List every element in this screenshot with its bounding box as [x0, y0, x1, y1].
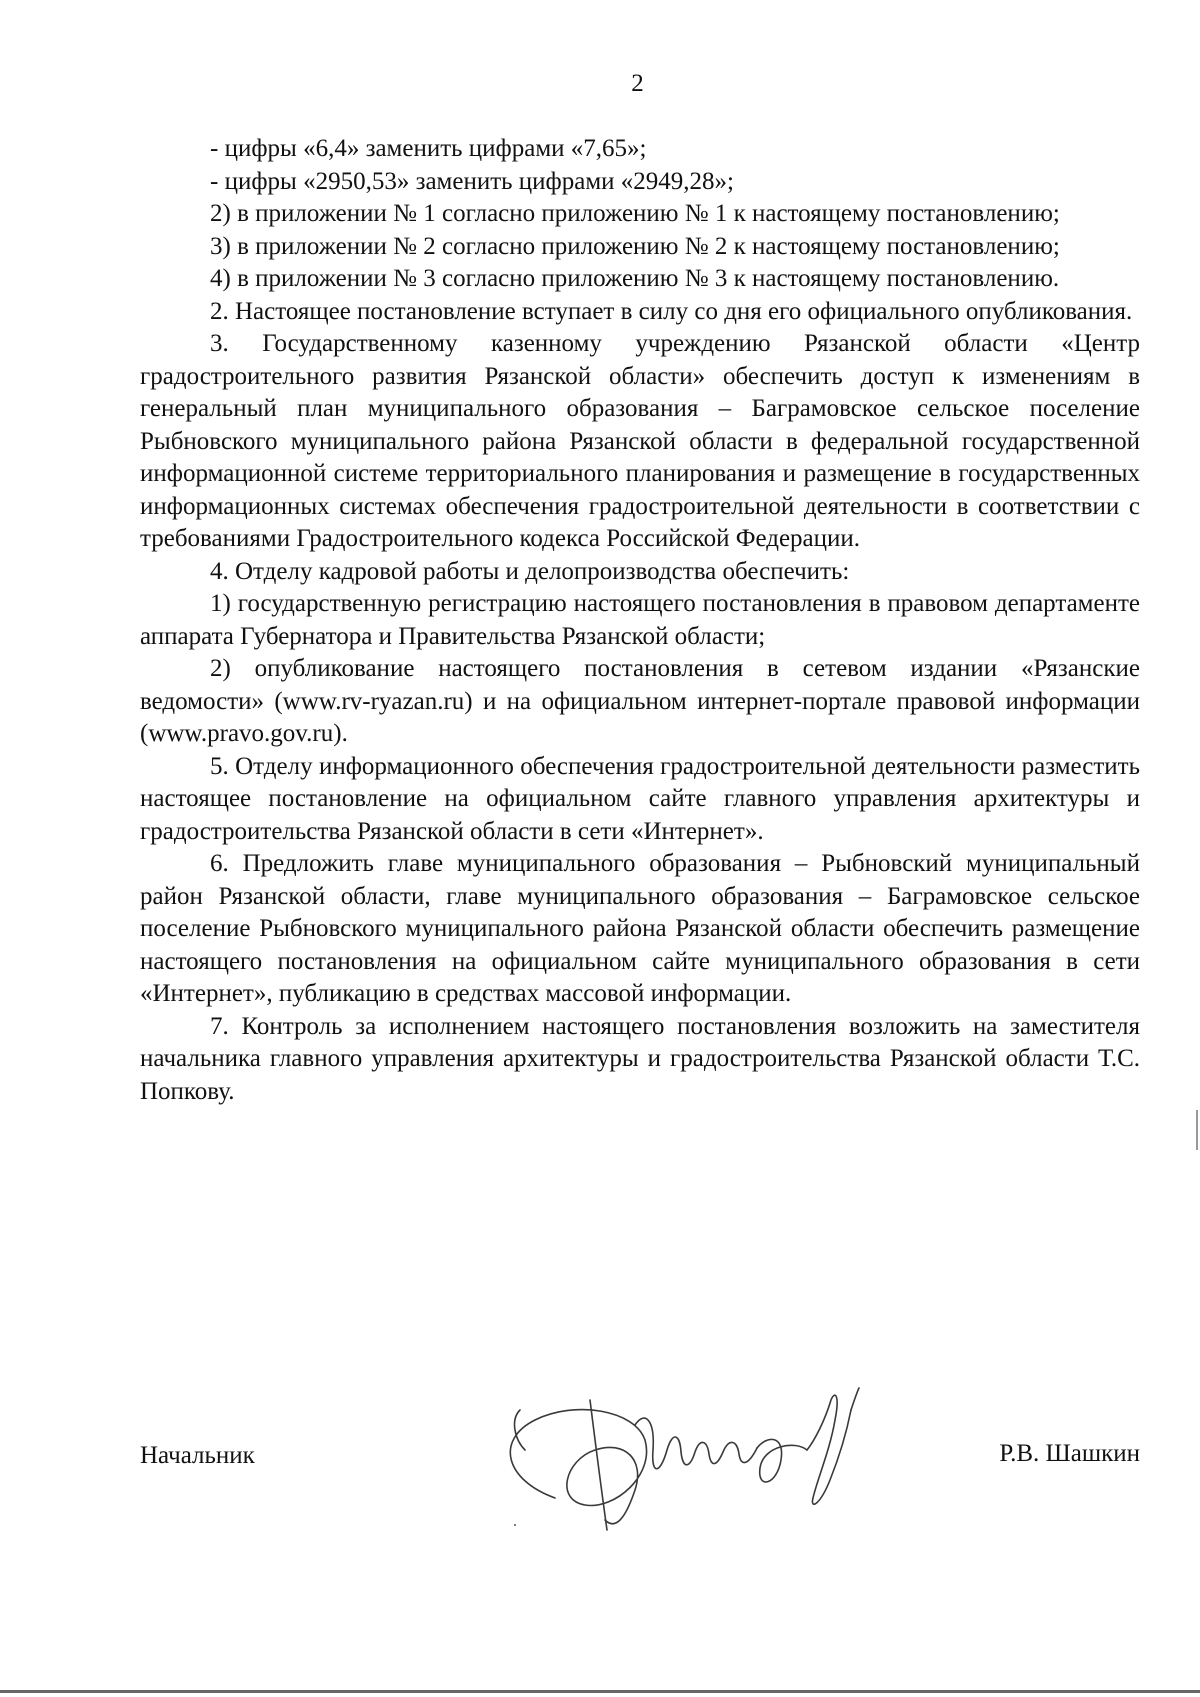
signatory-title: Начальник — [140, 1442, 255, 1469]
page-bottom-edge — [0, 1690, 1200, 1693]
signatory-name: Р.В. Шашкин — [999, 1440, 1140, 1467]
paragraph-appendix-2: 3) в приложении № 2 согласно приложению № 2 к настоящему постановлению; — [210, 232, 1060, 260]
paragraph-item-7: 7. Контроль за исполнением настоящего постановления возложить на заместителя начальника главного управления архитектуры и градостроительства Рязанской области Т.С. Попкову. — [140, 1012, 1140, 1105]
page-number: 2 — [631, 70, 644, 97]
handwritten-signature — [495, 1380, 875, 1540]
paragraph-item-4: 4. Отделу кадровой работы и делопроизводства обеспечить: — [210, 557, 850, 585]
paragraph-appendix-3: 4) в приложении № 3 согласно приложению № 3 к настоящему постановлению. — [210, 265, 1060, 292]
paragraph-item-3: 3. Государственному казенному учреждению Рязанской области «Центр градостроительного развития Рязанской области» обеспечить доступ к изменениям в генеральный план муниципального образования – Баграмовское сельское поселение Рыбновского муниципального района Рязанской области в федеральной государственной информационной системе территориального планирования и размещение в государственных информационных системах обеспечения градостроительной деятельности в соответствии с требованиями Градостроительного кодекса Российской Федерации. — [140, 330, 1140, 552]
paragraph-item-4-1: 1) государственную регистрацию настоящего постановления в правовом департаменте аппарата Губернатора и Правительства Рязанской области; — [140, 590, 1140, 650]
document-body — [140, 133, 1140, 1108]
paragraph-item-2: 2. Настоящее постановление вступает в силу со дня его официального опубликования. — [210, 297, 1133, 325]
paragraph-item-5: 5. Отделу информационного обеспечения градостроительной деятельности разместить настоящее постановление на официальном сайте главного управления архитектуры и градостроительства Рязанской области в сети «Интернет». — [140, 752, 1140, 845]
paragraph-item-6: 6. Предложить главе муниципального образования – Рыбновский муниципальный район Рязанской области, главе муниципального образования – Баграмовское сельское поселение Рыбновского муниципального района Рязанской области обеспечить размещение настоящего постановления на официальном сайте муниципального образования в сети «Интернет», публикацию в средствах массовой информации. — [140, 850, 1140, 1007]
paragraph-appendix-1: 2) в приложении № 1 согласно приложению № 1 к настоящему постановлению; — [210, 200, 1060, 227]
scan-edge-mark — [1196, 1110, 1198, 1150]
paragraph-replace-2950-53: - цифры «2950,53» заменить цифрами «2949,28»; — [210, 167, 734, 195]
paragraph-replace-6-4: - цифры «6,4» заменить цифрами «7,65»; — [210, 135, 647, 162]
paragraph-item-4-2: 2) опубликование настоящего постановления в сетевом издании «Рязанские ведомости» (www.rv-ryazan.ru) и на официальном интернет-портале правовой информации (www.pravo.gov.ru). — [140, 655, 1140, 747]
